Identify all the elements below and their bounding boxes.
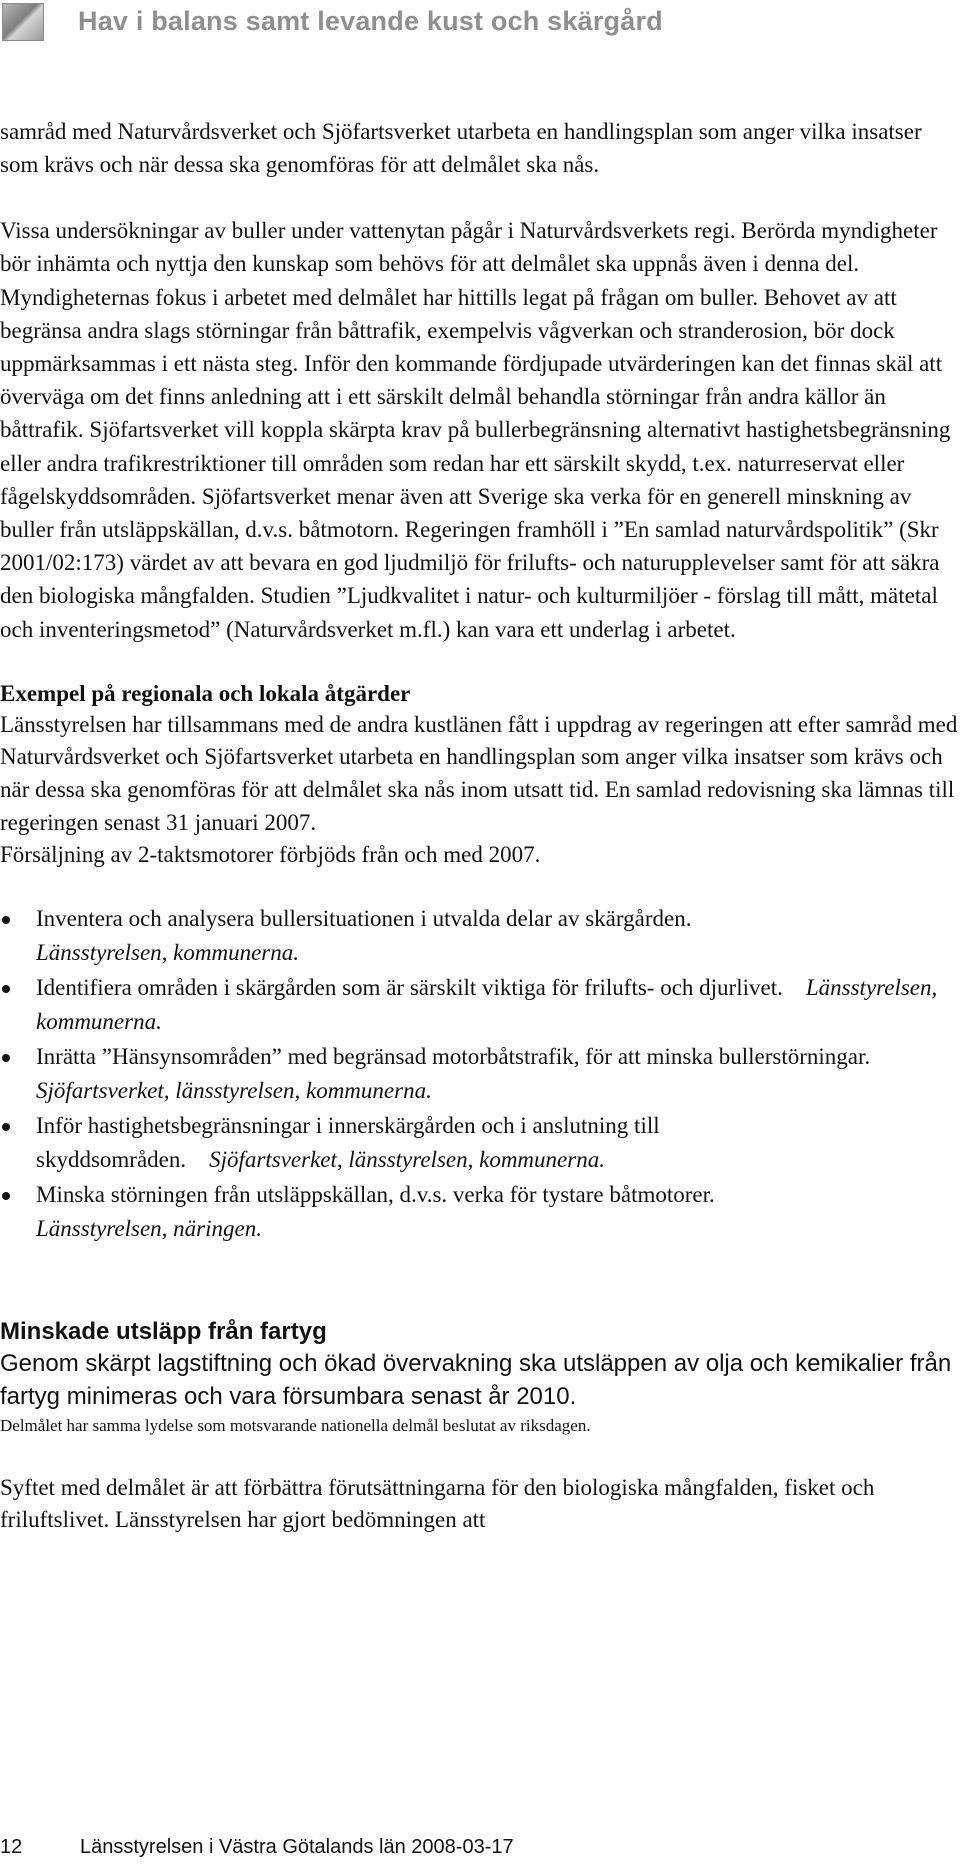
page-header (0, 0, 960, 48)
measure-text: Identifiera områden i skärgården som är särskilt viktiga för frilufts- och djurlivet. (36, 974, 783, 1000)
header-logo (2, 3, 44, 41)
list-item (0, 902, 960, 971)
measures-list (0, 902, 960, 1247)
measure-text: Inventera och analysera bullersituationen i utvalda delar av skärgården. (36, 905, 692, 931)
goal-text: Genom skärpt lagstiftning och ökad övervakning ska utsläppen av olja och kemikalier från fartyg minimeras och vara försumbara senast år 2010. (0, 1349, 952, 1410)
goal-title: Minskade utsläpp från fartyg (0, 1317, 327, 1345)
section-text: Länsstyrelsen har tillsammans med de andra kustlänen fått i uppdrag av regeringen att efter samråd med Naturvårdsverket och Sjöfartsverket utarbeta en handlingsplan som anger vilka insatser som krävs och när dessa ska genomföras för att delmålet ska nås inom utsatt tid. En samlad redovisning ska lämnas till regeringen senast 31 januari 2007. (0, 711, 958, 835)
goal-note: Delmålet har samma lydelse som motsvarande nationella delmål beslutat av riksdagen. (0, 1415, 591, 1435)
measure-responsible: Sjöfartsverket, länsstyrelsen, kommunerna. (209, 1147, 605, 1173)
paragraph-action-plan: samråd med Naturvårdsverket och Sjöfartsverket utarbeta en handlingsplan som anger vilka insatser som krävs och när dessa ska genomföras för att delmålet ska nås. (0, 119, 922, 177)
measure-text: Inrätta ”Hänsynsområden” med begränsad motorbåtstrafik, för att minska bullerstörningar. (36, 1043, 871, 1069)
page-number: 12 (0, 1836, 23, 1858)
measure-responsible: Sjöfartsverket, länsstyrelsen, kommunerna. (36, 1078, 432, 1104)
paragraph-noise-research: Vissa undersökningar av buller under vattenytan pågår i Naturvårdsverkets regi. Berörda myndigheter bör inhämta och nyttja den kunskap som behövs för att delmålet ska uppnås även i denna del. Myndigheternas fokus i arbetet med delmålet har hittills legat på frågan om buller. Behovet av att begränsa andra slags störningar från båttrafik, exempelvis vågverkan och stranderosion, bör dock uppmärksammas i ett nästa steg. Inför den kommande fördjupade utvärderingen kan det finnas skäl att överväga om det finns anledning att i ett särskilt delmål behandla störningar från andra källor än båttrafik. Sjöfartsverket vill koppla skärpta krav på bullerbegränsning alternativt hastighetsbegränsning eller andra trafikrestriktioner till områden som redan har ett särskilt skydd, t.ex. naturreservat eller fågelskyddsområden. Sjöfartsverket menar även att Sverige ska verka för en generell minskning av buller från utsläppskällan, d.v.s. båtmotorn. Regeringen framhöll i ”En samlad naturvårdspolitik” (Skr 2001/02:173) värdet av att bevara en god ljudmiljö för frilufts- och naturupplevelser samt för att säkra den biologiska mångfalden. Studien ”Ljudkvalitet i natur- och kulturmiljöer - förslag till mått, mätetal och inventeringsmetod” (Naturvårdsverket m.fl.) kan vara ett underlag i arbetet. (0, 218, 951, 642)
section-heading: Exempel på regionala och lokala åtgärder (0, 680, 411, 706)
header-title: Hav i balans samt levande kust och skärgård (78, 6, 663, 36)
list-item (0, 1178, 960, 1247)
closing-paragraph: Syftet med delmålet är att förbättra förutsättningarna för den biologiska mångfalden, fisket och friluftslivet. Länsstyrelsen har gjort bedömningen att (0, 1474, 875, 1533)
page-footer (0, 1836, 514, 1859)
measure-responsible: Länsstyrelsen, kommunerna. (36, 940, 299, 966)
list-item (0, 1040, 960, 1109)
list-item (0, 1109, 960, 1178)
measure-text: Inför hastighetsbegränsningar i innerskärgården och i anslutning till skyddsområden. (36, 1112, 660, 1173)
measure-text: Minska störningen från utsläppskällan, d.v.s. verka för tystare båtmotorer. (36, 1181, 715, 1207)
page-content (0, 116, 960, 1537)
list-item (0, 971, 960, 1040)
section-text-two-stroke: Försäljning av 2-taktsmotorer förbjöds från och med 2007. (0, 842, 541, 868)
footer-text: Länsstyrelsen i Västra Götalands län 2008-03-17 (80, 1836, 514, 1858)
measure-responsible: Länsstyrelsen, näringen. (36, 1216, 262, 1242)
measure-responsible: Länsstyrelsen, kommunerna. (36, 974, 938, 1035)
